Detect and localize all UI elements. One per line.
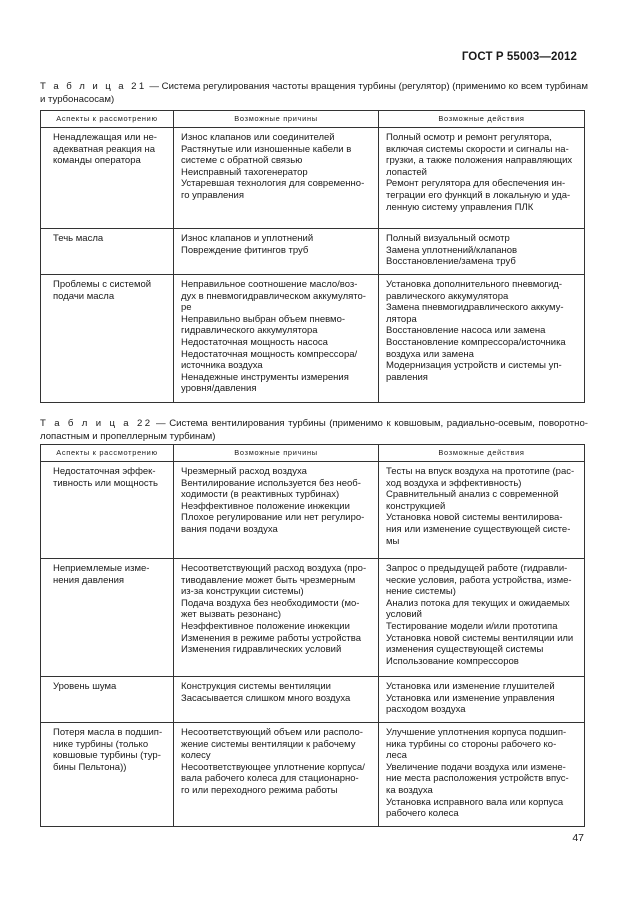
- aspect-cell: Ненадлежащая или не- адекватная реакция на команды оператора: [41, 128, 174, 229]
- causes-cell: Несоответствующий объем или располо- жение системы вентиляции к рабочему колесу Несоответствующее уплотнение корпуса/ вала рабочего колеса для стационарно- го или переходного режима работы: [174, 723, 379, 827]
- causes-cell: Чрезмерный расход воздуха Вентилирование используется без необ- ходимости (в реактивных турбинах) Неэффективное положение инжекции Плохое регулирование или нет регулиро- вания подачи воздуха: [174, 462, 379, 559]
- table-22-caption: [40, 418, 588, 443]
- table-header-row: [41, 445, 585, 462]
- table-row: [41, 229, 585, 275]
- actions-cell: Запрос о предыдущей работе (гидравли- ческие условия, работа устройства, изме- нение системы) Анализ потока для текущих и ожидаемых условий Тестирование модели и/или прототипа Установка новой системы вентиляции или изменения существующей системы Использование компрессоров: [379, 559, 585, 677]
- aspect-cell: Проблемы с системой подачи масла: [41, 275, 174, 403]
- table-21-label: Т а б л и ц а 21: [40, 81, 147, 92]
- aspect-cell: Потеря масла в подшип- нике турбины (только ковшовые турбины (тур- бины Пельтона)): [41, 723, 174, 827]
- column-header-causes: Возможные причины: [174, 111, 379, 128]
- table-row: [41, 677, 585, 723]
- page-number: 47: [572, 832, 584, 844]
- table-row: [41, 275, 585, 403]
- actions-cell: Установка или изменение глушителей Установка или изменение управления расходом воздуха: [379, 677, 585, 723]
- causes-cell: Конструкция системы вентиляции Засасывается слишком много воздуха: [174, 677, 379, 723]
- actions-cell: Тесты на впуск воздуха на прототипе (рас- ход воздуха и эффективность) Сравнительный анализ с современной конструкцией Установка новой системы вентилирова- ния или изменение существующей систе- мы: [379, 462, 585, 559]
- column-header-causes: Возможные причины: [174, 445, 379, 462]
- table-row: [41, 559, 585, 677]
- actions-cell: Установка дополнительного пневмогид- равлического аккумулятора Замена пневмогидравлического аккуму- лятора Восстановление насоса или замена Восстановление компрессора/источника воздуха или замена Модернизация устройств и системы уп- равления: [379, 275, 585, 403]
- table-22-label: Т а б л и ц а 22: [40, 418, 153, 429]
- causes-cell: Неправильное соотношение масло/воз- дух в пневмогидравлическом аккумулято- ре Неправильно выбран объем пневмо- гидравлического аккумулятора Недостаточная мощность насоса Недостаточная мощность компрессора/ источника воздуха Ненадежные инструменты измерения уровня/давления: [174, 275, 379, 403]
- causes-cell: Износ клапанов и уплотнений Повреждение фитингов труб: [174, 229, 379, 275]
- column-header-aspects: Аспекты к рассмотрению: [41, 111, 174, 128]
- table-22-title: — Система вентилирования турбины (применимо к ковшовым, радиально-осевым, поворотно-лопастным и пропеллерным турбинам): [40, 418, 588, 442]
- table-21-title: — Система регулирования частоты вращения турбины (регулятор) (применимо ко всем турбинам и турбонасосам): [40, 81, 588, 105]
- actions-cell: Полный осмотр и ремонт регулятора, включая системы скорости и сигналы на- грузки, а также положения направляющих лопастей Ремонт регулятора для обеспечения ин- теграции его функций в локальную и уда- ленную систему управления ПЛК: [379, 128, 585, 229]
- aspect-cell: Неприемлемые изме- нения давления: [41, 559, 174, 677]
- actions-cell: Полный визуальный осмотр Замена уплотнений/клапанов Восстановление/замена труб: [379, 229, 585, 275]
- standard-code: ГОСТ Р 55003—2012: [461, 51, 577, 63]
- causes-cell: Несоответствующий расход воздуха (про- тиводавление может быть чрезмерным из-за конструкции системы) Подача воздуха без необходимости (мо- жет вызвать резонанс) Неэффективное положение инжекции Изменения в режиме работы устройства Изменения гидравлических условий: [174, 559, 379, 677]
- table-21: [40, 110, 585, 403]
- aspect-cell: Уровень шума: [41, 677, 174, 723]
- table-header-row: [41, 111, 585, 128]
- table-row: [41, 462, 585, 559]
- column-header-actions: Возможные действия: [379, 445, 585, 462]
- column-header-actions: Возможные действия: [379, 111, 585, 128]
- aspect-cell: Недостаточная эффек- тивность или мощность: [41, 462, 174, 559]
- table-21-caption: [40, 81, 588, 106]
- actions-cell: Улучшение уплотнения корпуса подшип- ника турбины со стороны рабочего ко- леса Увеличение подачи воздуха или измене- ние места расположения устройств впус- ка воздуха Установка исправного вала или корпуса рабочего колеса: [379, 723, 585, 827]
- table-22: [40, 444, 585, 827]
- table-row: [41, 128, 585, 229]
- aspect-cell: Течь масла: [41, 229, 174, 275]
- causes-cell: Износ клапанов или соединителей Растянутые или изношенные кабели в системе с обратной связью Неисправный тахогенератор Устаревшая технология для современно- го управления: [174, 128, 379, 229]
- column-header-aspects: Аспекты к рассмотрению: [41, 445, 174, 462]
- table-row: [41, 723, 585, 827]
